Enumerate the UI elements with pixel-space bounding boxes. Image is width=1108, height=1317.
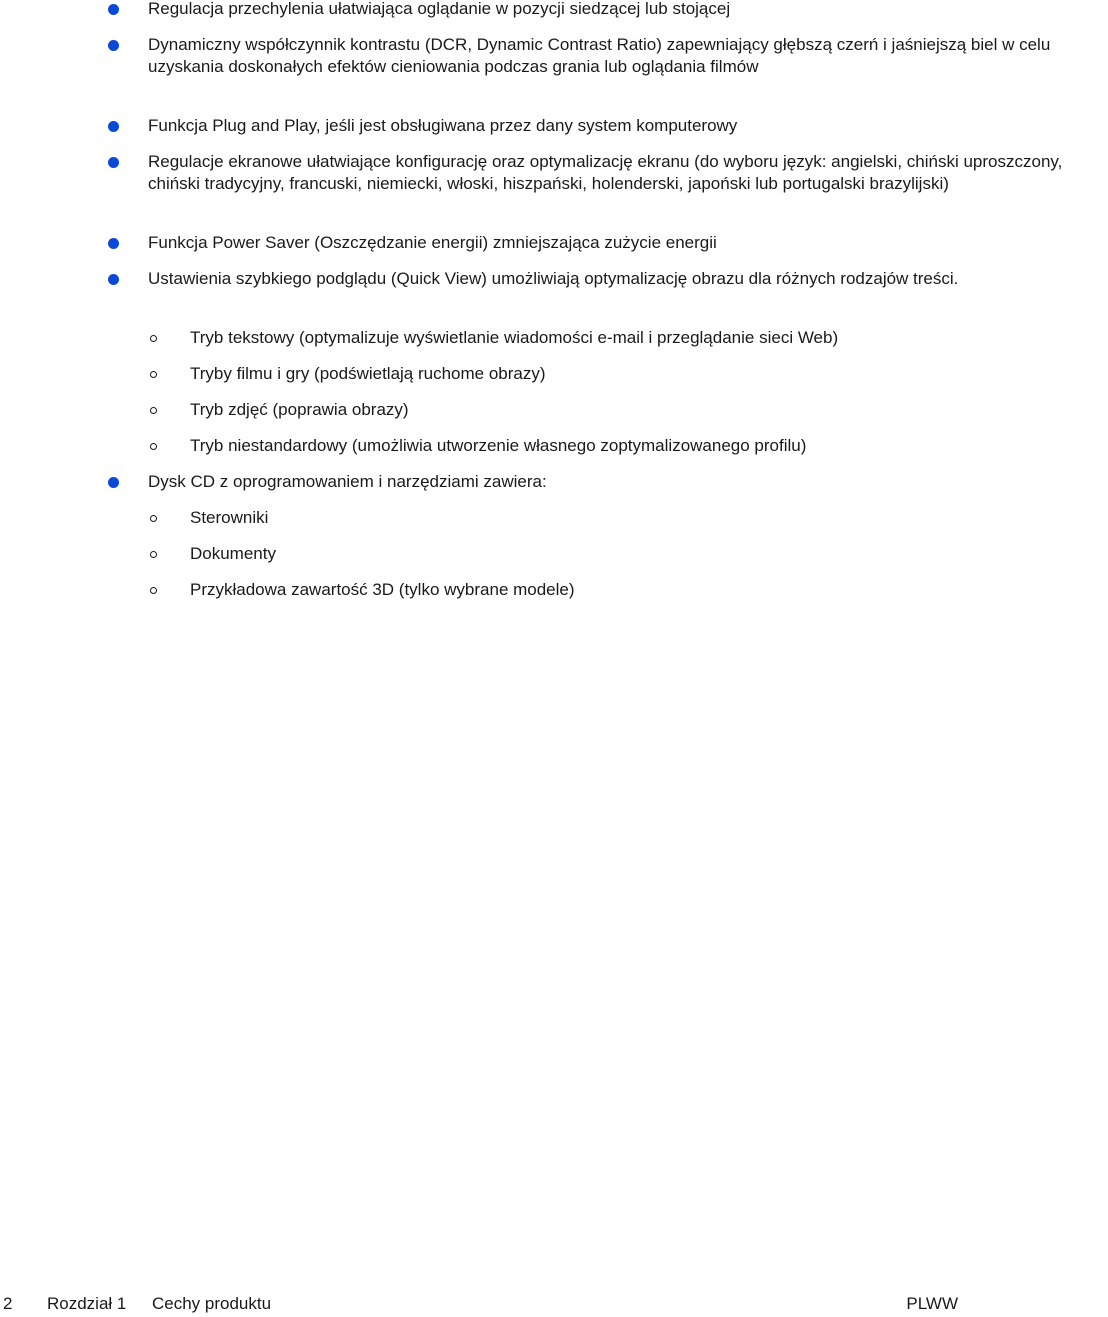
bullet-icon — [108, 274, 119, 285]
list-item — [0, 34, 1108, 78]
list-item-text: Ustawienia szybkiego podglądu (Quick View) umożliwiają optymalizację obrazu dla różnych rodzajów treści. — [148, 269, 959, 288]
bullet-icon — [108, 4, 119, 15]
sub-list-item-text: Tryby filmu i gry (podświetlają ruchome obrazy) — [190, 364, 546, 383]
bullet-icon — [108, 40, 119, 51]
list-item-text: Funkcja Plug and Play, jeśli jest obsługiwana przez dany system komputerowy — [148, 116, 738, 135]
circle-bullet-icon — [150, 515, 157, 522]
bullet-icon — [108, 157, 119, 168]
chapter-label: Rozdział 1 — [47, 1294, 127, 1313]
sub-list-item — [0, 363, 1090, 385]
list-item-text: Regulacja przechylenia ułatwiająca oglądanie w pozycji siedzącej lub stojącej — [148, 0, 731, 18]
list-item-text: Dynamiczny współczynnik kontrastu (DCR, Dynamic Contrast Ratio) zapewniający głębszą czerń i jaśniejszą biel w celu uzyskania doskonałych efektów cieniowania podczas grania lub oglądania filmów — [148, 35, 1051, 76]
sub-list-item-text: Tryb tekstowy (optymalizuje wyświetlanie wiadomości e-mail i przeglądanie sieci Web) — [190, 328, 839, 347]
sub-list-item — [0, 327, 1090, 349]
circle-bullet-icon — [150, 335, 157, 342]
list-item — [0, 0, 1108, 20]
language-code: PLWW — [906, 1294, 958, 1313]
list-item — [0, 268, 1108, 290]
circle-bullet-icon — [150, 371, 157, 378]
sub-list-item-text: Tryb niestandardowy (umożliwia utworzenie własnego zoptymalizowanego profilu) — [190, 436, 807, 455]
sub-list-item-text: Tryb zdjęć (poprawia obrazy) — [190, 400, 409, 419]
sub-list-item — [0, 543, 1090, 565]
list-item-text: Funkcja Power Saver (Oszczędzanie energii) zmniejszająca zużycie energii — [148, 233, 717, 252]
page-number: 2 — [3, 1294, 13, 1313]
sub-list-item — [0, 435, 1090, 457]
list-item-text: Dysk CD z oprogramowaniem i narzędziami zawiera: — [148, 472, 547, 491]
sub-list-item — [0, 399, 1090, 421]
list-item — [0, 232, 1108, 254]
circle-bullet-icon — [150, 407, 157, 414]
sub-list-item-text: Przykładowa zawartość 3D (tylko wybrane modele) — [190, 580, 575, 599]
list-item — [0, 471, 1108, 493]
sub-list-item-text: Dokumenty — [190, 544, 276, 563]
list-item — [0, 115, 1108, 137]
bullet-icon — [108, 121, 119, 132]
circle-bullet-icon — [150, 443, 157, 450]
chapter-title: Cechy produktu — [152, 1294, 272, 1313]
sub-list-item — [0, 579, 1090, 601]
page-footer — [0, 1293, 960, 1315]
sub-list-item — [0, 507, 1090, 529]
circle-bullet-icon — [150, 551, 157, 558]
bullet-icon — [108, 477, 119, 488]
circle-bullet-icon — [150, 587, 157, 594]
bullet-icon — [108, 238, 119, 249]
list-item-text: Regulacje ekranowe ułatwiające konfigurację oraz optymalizację ekranu (do wyboru język: angielski, chiński uproszczony, chiński tradycyjny, francuski, niemiecki, włoski, hiszpański, holenderski, japoński lub portugalski brazylijski) — [148, 152, 1063, 193]
sub-list-item-text: Sterowniki — [190, 508, 269, 527]
list-item — [0, 151, 1108, 195]
